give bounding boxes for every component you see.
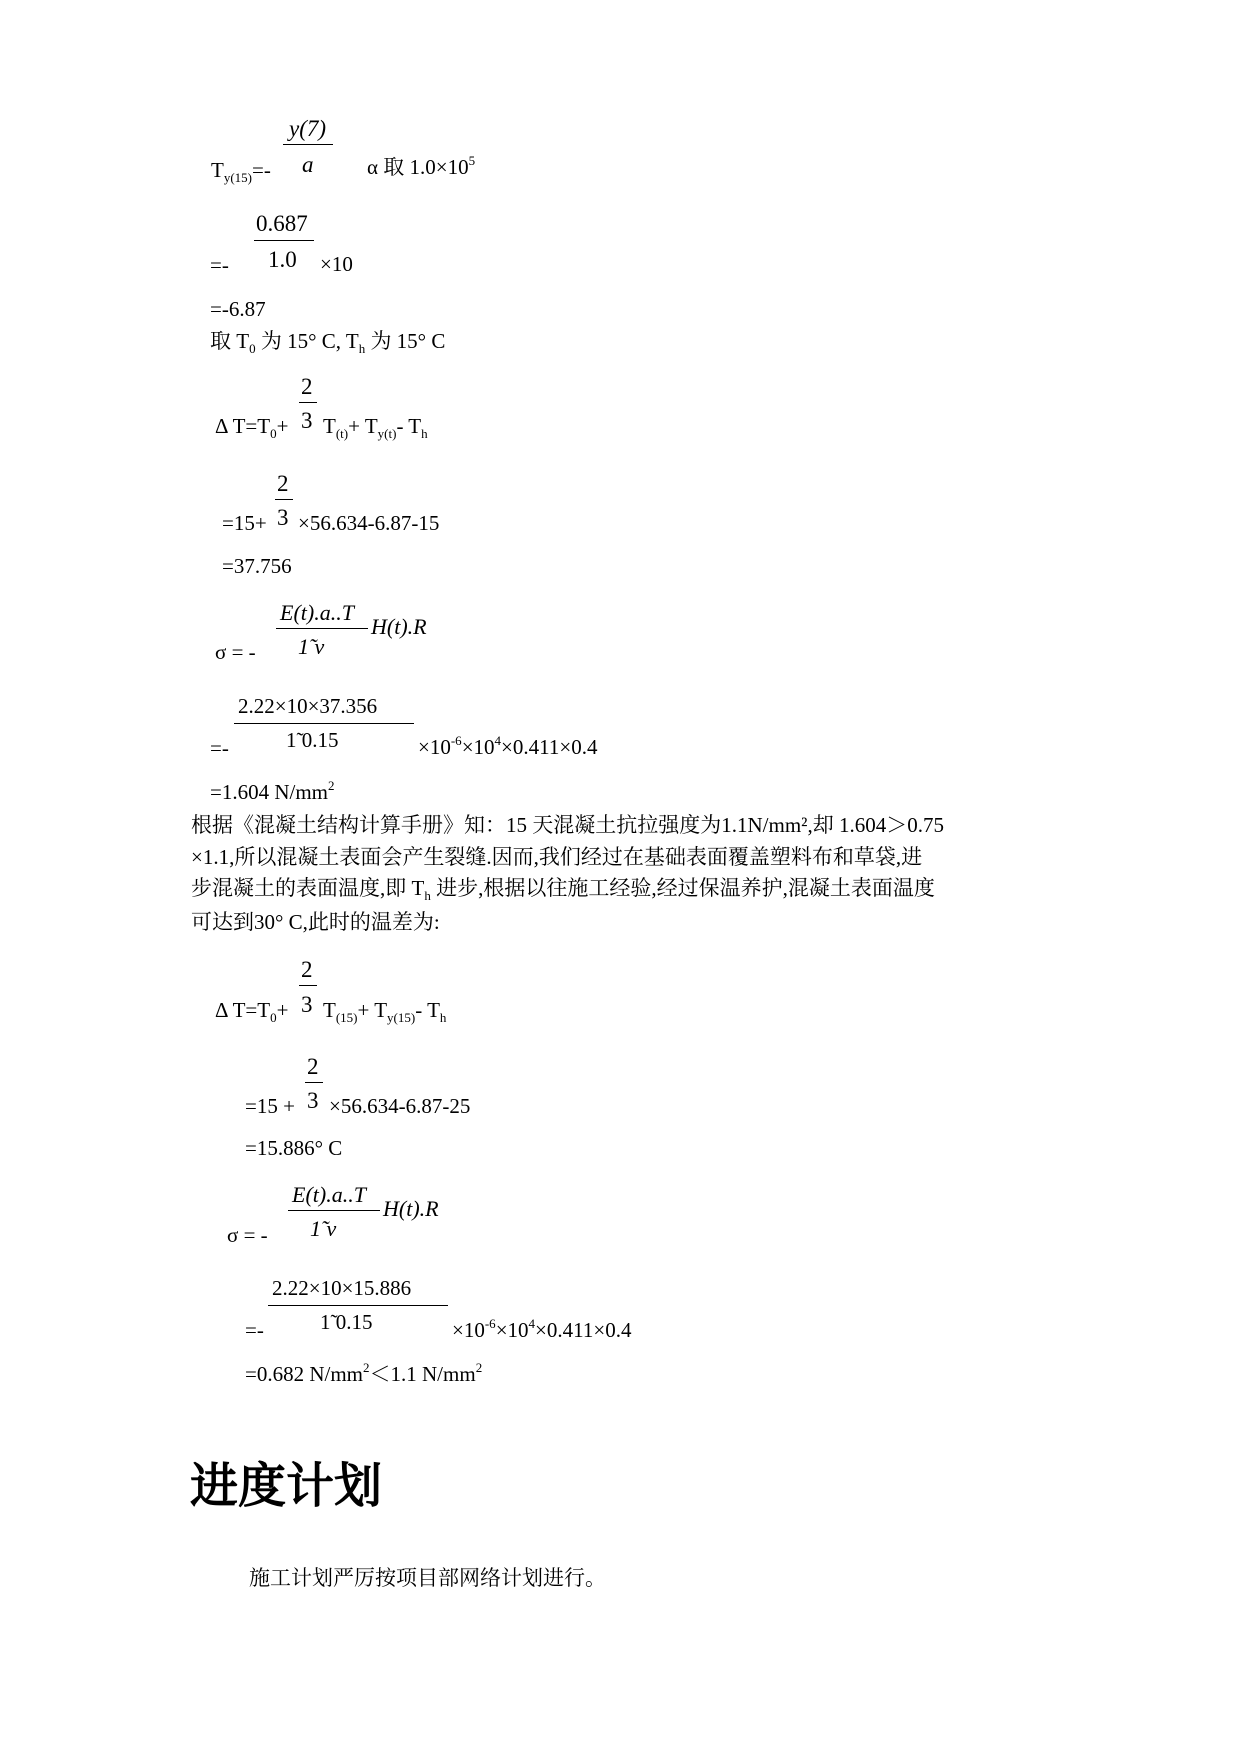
fraction-bar [299, 402, 317, 403]
sigma-result: =0.682 $N/mm^2<1.1$ $N/mm^2$ [245, 1360, 483, 1386]
sigma-tail: H(t).R [371, 614, 427, 639]
delta-t-calc-prefix: =15+ [222, 511, 267, 535]
t0-th-line: 取 $T_0$ 为 15° C, $T_h$ 为 15° C [210, 329, 446, 356]
frac2-numerator: 0.687 [256, 211, 308, 236]
section-heading: 进度计划 [190, 1458, 383, 1514]
explanation-paragraph [191, 810, 1071, 938]
sigma-denominator: 1̃ v [298, 634, 325, 659]
delta-t-lhs: Δ $T=T_0+$ [215, 414, 289, 441]
delta-t-calc-suffix: ×56.634-6.87-15 [298, 511, 440, 535]
result-line: =-6.87 [210, 297, 266, 321]
delta-t-rhs: $T_{(15)}+ T_{y(15)}-$ $T_h$ [323, 998, 447, 1025]
paragraph-line: 根据《混凝土结构计算手册》知：15 天混凝土抗拉强度为1.1N/mm²,却 1.604＞0.75 [191, 813, 944, 837]
paragraph-line: 可达到30° C,此时的温差为: [191, 909, 440, 934]
calc-suffix: $\times 10^{-6}\times 10^4\times 0.411\times 0.4$ [418, 733, 598, 759]
frac-two-thirds-den: 3 [301, 408, 313, 433]
section-body: 施工计划严厉按项目部网络计划进行。 [249, 1566, 606, 1590]
fraction-bar [275, 499, 293, 500]
frac-two-thirds-den: 3 [307, 1088, 319, 1113]
sigma-numerator: E(t).a..T [292, 1182, 366, 1207]
calc-prefix: =- [210, 736, 229, 760]
frac-two-thirds-den: 3 [301, 992, 313, 1017]
frac-two-thirds-num: 2 [301, 957, 313, 982]
paragraph-line: 步混凝土的表面温度,即 $T_h$ 进步,根据以往施工经验,经过保温养护,混凝土表面温度 [191, 876, 935, 903]
sigma-lhs: σ = - [227, 1223, 268, 1247]
sigma-lhs: σ = - [215, 640, 256, 664]
fraction-bar [268, 1305, 448, 1306]
frac-two-thirds-den: 3 [277, 505, 289, 530]
frac2-prefix: =- [210, 253, 229, 277]
fraction-bar [305, 1082, 323, 1083]
sigma-result: =1.604 $N/mm^2$ [210, 778, 335, 804]
frac2-suffix: ×10 [320, 252, 353, 276]
alpha-note: α 取 $1.0\times 10^5$ [367, 153, 476, 179]
calc-numerator: 2.22×10×37.356 [238, 694, 378, 718]
calc-denominator: 1̃ 0.15 [286, 728, 339, 752]
frac-two-thirds-num: 2 [301, 374, 313, 399]
fraction-bar [276, 628, 368, 629]
delta-t-rhs: $T_{(t)}+ T_{y(t)}-$ $T_h$ [323, 414, 428, 441]
delta-t-lhs: Δ $T=T_0+$ [215, 998, 289, 1025]
delta-t-result: =37.756 [222, 554, 292, 578]
ty15-denominator: a [302, 152, 314, 177]
calc-denominator: 1̃ 0.15 [320, 1310, 373, 1334]
frac-two-thirds-num: 2 [307, 1054, 319, 1079]
calc-numerator: 2.22×10×15.886 [272, 1276, 412, 1300]
fraction-bar [283, 144, 333, 145]
delta-t-calc-suffix: ×56.634-6.87-25 [329, 1094, 471, 1118]
sigma-denominator: 1̃ v [310, 1216, 337, 1241]
fraction-bar [299, 985, 317, 986]
fraction-bar [254, 240, 314, 241]
fraction-bar [234, 723, 414, 724]
frac2-denominator: 1.0 [268, 247, 297, 272]
calc-suffix: $\times 10^{-6}\times 10^4\times 0.411\times 0.4$ [452, 1316, 632, 1342]
delta-t-result: =15.886° C [245, 1136, 343, 1160]
ty15-lhs: $T_{y(15)}=-$ [211, 158, 271, 185]
frac-two-thirds-num: 2 [277, 471, 289, 496]
sigma-tail: H(t).R [383, 1196, 439, 1221]
ty15-numerator: y(7) [289, 116, 327, 141]
paragraph-line: ×1.1,所以混凝土表面会产生裂缝.因而,我们经过在基础表面覆盖塑料布和草袋,进 [191, 844, 923, 869]
delta-t-calc-prefix: =15 + [245, 1094, 295, 1118]
sigma-numerator: E(t).a..T [280, 600, 354, 625]
calc-prefix: =- [245, 1318, 264, 1342]
fraction-bar [288, 1210, 380, 1211]
